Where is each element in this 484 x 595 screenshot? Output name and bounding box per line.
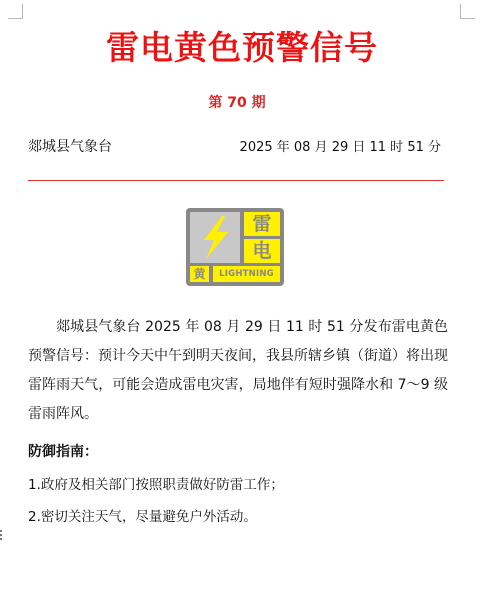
drag-handle-icon[interactable] <box>0 530 4 544</box>
red-divider <box>28 180 444 181</box>
defense-guide-heading: 防御指南： <box>28 444 98 460</box>
badge-level-yellow: 黄 <box>190 266 209 282</box>
defense-guide-item: 1.政府及相关部门按照职责做好防雷工作； <box>28 477 284 493</box>
defense-guide-item: 2.密切关注天气，尽量避免户外活动。 <box>28 509 257 525</box>
badge-char-lei: 雷 <box>244 212 280 236</box>
warning-title: 雷电黄色预警信号 <box>106 28 378 67</box>
badge-char-dian: 电 <box>244 239 280 263</box>
lightning-icon-panel <box>190 212 240 263</box>
page-corner-mark-left <box>8 4 23 19</box>
issue-number: 第 70 期 <box>208 95 266 111</box>
page-corner-mark-right <box>460 4 475 19</box>
issuer-name: 郯城县气象台 <box>28 139 112 155</box>
warning-body-paragraph: 郯城县气象台 2025 年 08 月 29 日 11 时 51 分发布雷电黄色预警信号：预计今天中午到明天夜间，我县所辖乡镇（街道）将出现雷阵雨天气，可能会造成雷电灾害，局地伴有短时强降水和 7～9 级雷雨阵风。 <box>28 319 448 422</box>
lightning-yellow-warning-badge <box>186 208 284 286</box>
badge-english-label: LIGHTNING <box>213 266 280 282</box>
lightning-icon <box>190 212 240 263</box>
issued-time: 2025 年 08 月 29 日 11 时 51 分 <box>239 140 441 155</box>
